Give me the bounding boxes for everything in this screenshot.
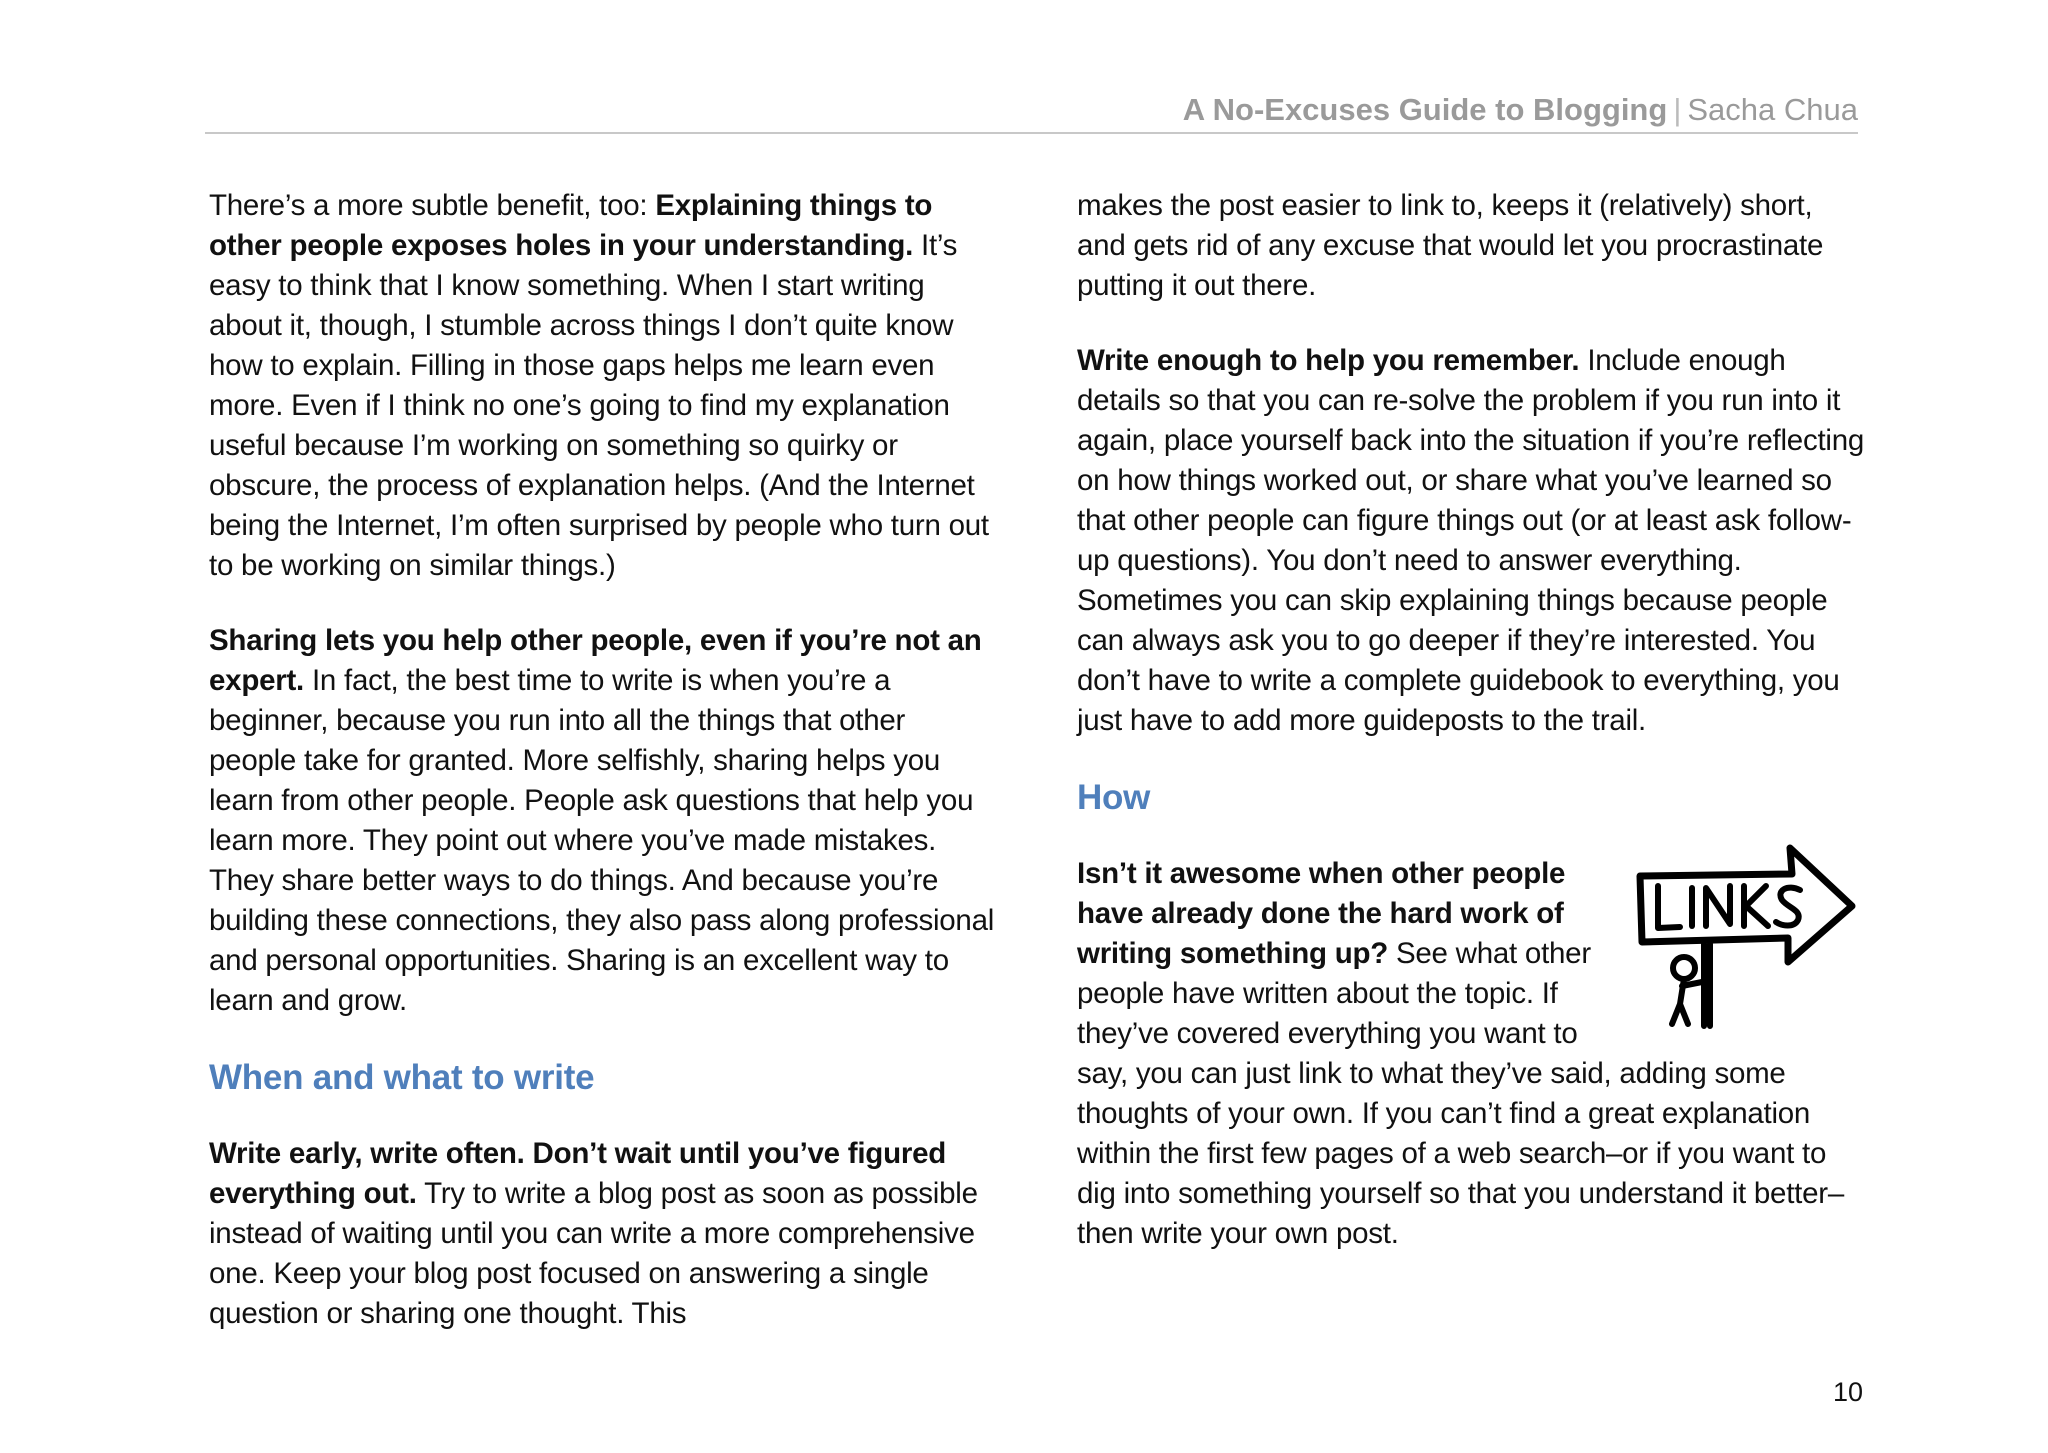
paragraph-bold-lead: Isn’t it awesome when other people have already done the hard work of writing something up? bbox=[1077, 857, 1566, 970]
running-header bbox=[205, 88, 1858, 134]
section-heading-when-what: When and what to write bbox=[209, 1058, 595, 1097]
paragraph-body: See what other people have written about the topic. If they’ve covered everything you want to say, you can just link to what they’ve said, adding some thoughts of your own. If you can’t find a great explanation within the first few pages of a web search–or if you want to dig into something yourself so that you understand it better–then write your own post. bbox=[1077, 937, 1844, 1250]
paragraph-body: makes the post easier to link to, keeps it (relatively) short, and gets rid of any excuse that would let you procrastinate putting it out there. bbox=[1077, 189, 1824, 302]
paragraph-body: Try to write a blog post as soon as possible instead of waiting until you can write a more comprehensive one. Keep your blog post focused on answering a single question or sharing one thought. This bbox=[209, 1177, 978, 1330]
right-column bbox=[1077, 186, 1867, 1289]
paragraph-continued bbox=[1077, 186, 1867, 306]
paragraph-body: It’s easy to think that I know something. When I start writing about it, though, I stumble across things I don’t quite know how to explain. Filling in those gaps helps me learn even more. Even if I think no one’s going to find my explanation useful because I’m working on something so quirky or obscure, the process of explanation helps. (And the Internet being the Internet, I’m often surprised by people who turn out to be working on similar things.) bbox=[209, 229, 989, 582]
page-number: 10 bbox=[1832, 1377, 1863, 1407]
paragraph-bold-lead: Sharing lets you help other people, even if you’re not an expert. bbox=[209, 624, 982, 697]
paragraph-subtle-benefit bbox=[209, 186, 999, 586]
paragraph-sharing bbox=[209, 621, 999, 1021]
paragraph-body: In fact, the best time to write is when you’re a beginner, because you run into all the things that other people take for granted. More selfishly, sharing helps you learn from other people. People ask questions that help you learn more. They point out where you’ve made mistakes. They share better ways to do things. And because you’re building these connections, they also pass along professional and personal opportunities. Sharing is an excellent way to learn and grow. bbox=[209, 664, 995, 1017]
header-separator: | bbox=[1673, 92, 1682, 127]
paragraph-lead: There’s a more subtle benefit, too: bbox=[209, 189, 656, 222]
paragraph-write-enough bbox=[1077, 341, 1867, 741]
paragraph-body: Include enough details so that you can re-solve the problem if you run into it again, place yourself back into the situation if you’re reflecting on how things worked out, or share what you’ve learned so that other people can figure things out (or at least ask follow-up questions). You don’t need to answer everything. Sometimes you can skip explaining things because people can always ask you to go deeper if they’re interested. You don’t have to write a complete guidebook to everything, you just have to add more guideposts to the trail. bbox=[1077, 344, 1865, 737]
paragraph-bold-lead: Write early, write often. Don’t wait until you’ve figured everything out. bbox=[209, 1137, 946, 1210]
left-column bbox=[209, 186, 999, 1369]
book-title: A No-Excuses Guide to Blogging bbox=[1182, 92, 1668, 127]
links-signpost-icon bbox=[1622, 834, 1882, 1034]
paragraph-write-early bbox=[209, 1134, 999, 1334]
author-name: Sacha Chua bbox=[1687, 92, 1858, 127]
paragraph-bold-lead: Write enough to help you remember. bbox=[1077, 344, 1580, 377]
section-heading-how: How bbox=[1077, 778, 1151, 817]
paragraph-bold-lead: Explaining things to other people exposes holes in your understanding. bbox=[209, 189, 933, 262]
